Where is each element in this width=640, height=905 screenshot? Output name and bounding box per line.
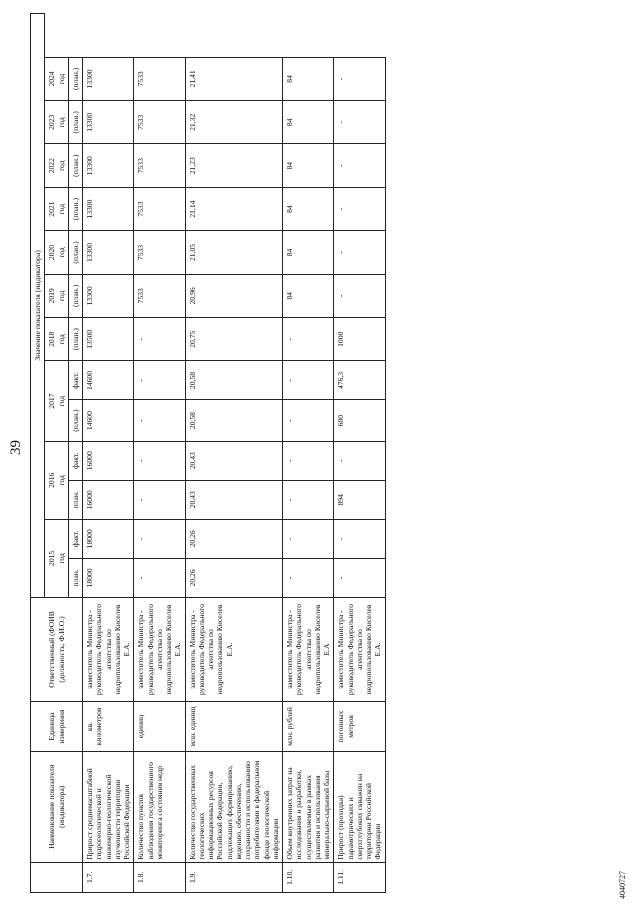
value-cell: - <box>134 400 185 441</box>
value-cell: 7533 <box>134 187 185 230</box>
value-cell: 13300 <box>83 274 134 317</box>
sub-header: (план.) <box>68 101 82 144</box>
value-cell: - <box>134 318 185 361</box>
value-cell: - <box>283 441 334 480</box>
document-code: 4040727 <box>618 871 627 899</box>
indicator-name: Количество пунктов наблюдения государственного мониторинга состояния недр <box>134 751 185 862</box>
value-cell: - <box>334 144 385 187</box>
value-cell: - <box>334 57 385 100</box>
table-row <box>334 14 385 893</box>
value-cell: - <box>283 519 334 558</box>
value-cell: 21,23 <box>185 144 283 187</box>
table-row <box>185 14 283 893</box>
responsible: заместитель Министра - руководитель Федерального агентства по недропользованию Киселев Е.А <box>283 597 334 701</box>
value-cell: 20,75 <box>185 318 283 361</box>
sub-header: (план.) <box>68 400 82 441</box>
indicators-table <box>30 13 386 893</box>
year-header: 2024 год <box>45 57 69 100</box>
indicator-name: Прирост (проходка) параметрических и сверхглубоких скважин на территории Российской Федерации <box>334 751 385 862</box>
value-cell: 84 <box>283 101 334 144</box>
sub-header: (план.) <box>68 144 82 187</box>
responsible: заместитель Министра - руководитель Федерального агентства по недропользованию Киселев Е.А. <box>334 597 385 701</box>
indicator-name: Прирост среднемасштабной гидрогеологической и инженерно-геологической изученности территории Российской Федерации <box>83 751 134 862</box>
value-cell: - <box>283 400 334 441</box>
value-cell: - <box>334 231 385 274</box>
value-cell: 20,26 <box>185 558 283 597</box>
year-header: 2017 год <box>45 361 69 441</box>
value-cell: - <box>134 441 185 480</box>
sub-header: план. <box>68 558 82 597</box>
row-number: 1.10. <box>283 862 334 892</box>
value-cell: 7533 <box>134 144 185 187</box>
sub-header: (план.) <box>68 318 82 361</box>
year-header: 2019 год <box>45 274 69 317</box>
unit: млн. рублей <box>283 702 334 752</box>
value-cell: 20,26 <box>185 519 283 558</box>
year-header: 2018 год <box>45 318 69 361</box>
sub-header: факт. <box>68 441 82 480</box>
year-header: 2021 год <box>45 187 69 230</box>
value-cell: 84 <box>283 144 334 187</box>
value-cell: - <box>283 361 334 400</box>
value-cell: - <box>334 441 385 480</box>
year-header: 2023 год <box>45 101 69 144</box>
unit: погонных метров <box>334 702 385 752</box>
value-cell: 14600 <box>83 361 134 400</box>
responsible: заместитель Министра - руководитель Федерального агентства по недропользованию Киселев Е.А. <box>134 597 185 701</box>
value-cell: 13300 <box>83 101 134 144</box>
responsible: заместитель Министра - руководитель Федерального агентства по недропользованию Киселев Е.А. <box>185 597 283 701</box>
page-number: 39 <box>8 440 24 455</box>
unit: кв. километров <box>83 702 134 752</box>
value-cell: 20,43 <box>185 480 283 519</box>
value-cell: 7533 <box>134 274 185 317</box>
value-cell: - <box>334 187 385 230</box>
name-header: Наименование показателя (индикатора) <box>31 751 83 862</box>
value-cell: - <box>134 480 185 519</box>
value-cell: 14600 <box>83 400 134 441</box>
row-number: 1.11. <box>334 862 385 892</box>
row-number: 1.7. <box>83 862 134 892</box>
sub-header: факт. <box>68 519 82 558</box>
sub-header: план. <box>68 480 82 519</box>
responsible-header: Ответственный (ФОИВ (должность, Ф.И.О.) <box>31 597 83 701</box>
year-header: 2022 год <box>45 144 69 187</box>
indicator-name: Количество государственных геологических информационных ресурсов Российской Федерации, подлежащих формированию, ведению, обеспечению, сохранности и использованию потребителями в федеральном фонде геологической информации <box>185 751 283 862</box>
sub-header: (план.) <box>68 187 82 230</box>
value-cell: 7533 <box>134 101 185 144</box>
value-cell: - <box>334 101 385 144</box>
value-cell: - <box>134 361 185 400</box>
value-cell: 20,96 <box>185 274 283 317</box>
value-cell: - <box>334 519 385 558</box>
year-header: 2016 год <box>45 441 69 519</box>
value-cell: 21,05 <box>185 231 283 274</box>
value-cell: 13500 <box>83 318 134 361</box>
sub-header: (план.) <box>68 231 82 274</box>
year-header: 2015 год <box>45 519 69 597</box>
value-cell: 84 <box>283 187 334 230</box>
value-cell: 18000 <box>83 558 134 597</box>
table-row <box>134 14 185 893</box>
value-cell: 84 <box>283 274 334 317</box>
value-cell: 1000 <box>334 318 385 361</box>
unit: единиц <box>134 702 185 752</box>
value-cell: - <box>283 480 334 519</box>
value-cell: 476,3 <box>334 361 385 400</box>
value-cell: - <box>134 558 185 597</box>
value-cell: 600 <box>334 400 385 441</box>
year-header: 2020 год <box>45 231 69 274</box>
unit: млн. единиц <box>185 702 283 752</box>
value-cell: 894 <box>334 480 385 519</box>
number-header <box>31 862 83 892</box>
value-cell: 13300 <box>83 144 134 187</box>
value-cell: 20,58 <box>185 400 283 441</box>
value-cell: 7533 <box>134 231 185 274</box>
value-cell: 13300 <box>83 231 134 274</box>
value-cell: 7533 <box>134 57 185 100</box>
value-cell: 21,41 <box>185 57 283 100</box>
value-cell: 13300 <box>83 187 134 230</box>
sub-header: (план.) <box>68 274 82 317</box>
table-row <box>283 14 334 893</box>
value-cell: 20,43 <box>185 441 283 480</box>
value-cell: 21,32 <box>185 101 283 144</box>
responsible: заместитель Министра - руководитель Федерального агентства по недропользованию Киселев Е.А. <box>83 597 134 701</box>
unit-header: Единица измерения <box>31 702 83 752</box>
value-cell: - <box>283 558 334 597</box>
sub-header: факт. <box>68 361 82 400</box>
value-cell: 18000 <box>83 519 134 558</box>
value-cell: - <box>134 519 185 558</box>
value-cell: 16000 <box>83 441 134 480</box>
table-row <box>83 14 134 893</box>
row-number: 1.8. <box>134 862 185 892</box>
value-cell: 84 <box>283 57 334 100</box>
values-group-header: Значение показателя (индикатора) <box>31 14 45 598</box>
value-cell: 13300 <box>83 57 134 100</box>
indicator-name: Объем внутренних затрат на исследования и разработки, осуществляемые в рамках развития и использования минерально-сырьевой базы <box>283 751 334 862</box>
value-cell: - <box>283 318 334 361</box>
value-cell: - <box>334 558 385 597</box>
value-cell: 84 <box>283 231 334 274</box>
value-cell: 21,14 <box>185 187 283 230</box>
value-cell: 16000 <box>83 480 134 519</box>
value-cell: 20,58 <box>185 361 283 400</box>
sub-header: (план.) <box>68 57 82 100</box>
row-number: 1.9. <box>185 862 283 892</box>
value-cell: - <box>334 274 385 317</box>
